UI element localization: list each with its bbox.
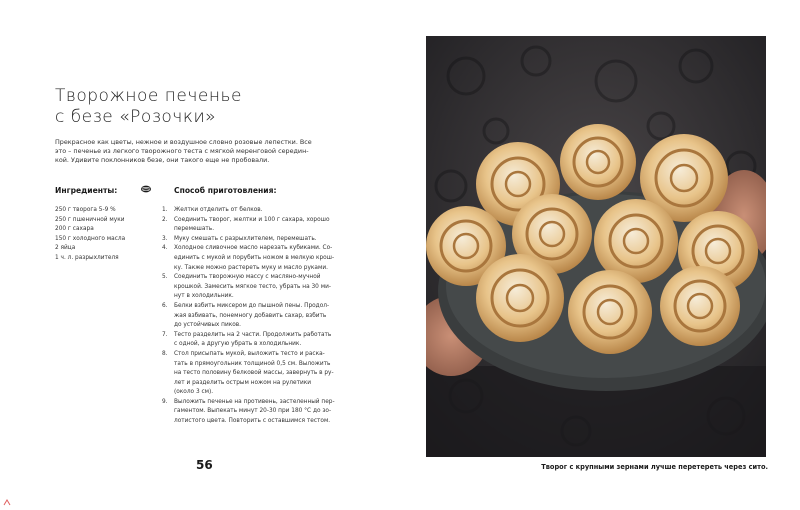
page-number: 56: [196, 458, 213, 472]
step-text: до устойчивых пиков.: [174, 322, 242, 329]
method-step: [162, 235, 362, 245]
step-text: Соединить творожную массу с масляно-мучной: [174, 274, 321, 281]
step-number: 7.: [162, 331, 168, 338]
ingredients-heading: Ингредиенты:: [55, 186, 118, 195]
method-step: [162, 350, 362, 398]
recipe-title: [55, 86, 355, 128]
ingredients-list: [55, 206, 155, 264]
step-text: (около 3 см).: [174, 389, 214, 396]
recipe-photo: [426, 36, 766, 457]
step-text: Холодное сливочное масло нарезать кубиками. Со-: [174, 245, 333, 252]
ingredient-item: 150 г холодного масла: [55, 235, 126, 242]
intro-line: кой. Удивите поклонников безе, они такого еще не пробовали.: [55, 155, 270, 164]
step-text: на тесто половину белковой массы, завернуть в ру-: [174, 370, 334, 377]
step-text: жая взбивать, понемногу добавить сахар, взбить: [174, 312, 327, 319]
method-heading: Способ приготовления:: [174, 186, 277, 195]
method-step: [162, 398, 362, 427]
step-text: с одной, а другую убрать в холодильник.: [174, 341, 302, 348]
method-steps: [162, 206, 362, 427]
recipe-intro: [55, 138, 370, 164]
step-text: гаментом. Выпекать минут 20-30 при 180 °С до зо-: [174, 408, 332, 415]
step-number: 5.: [162, 274, 168, 281]
step-text: Тесто разделить на 2 части. Продолжить работать: [174, 331, 332, 338]
step-number: 8.: [162, 350, 168, 357]
pastry: [568, 270, 652, 354]
method-step: [162, 302, 362, 331]
pastry: [560, 124, 636, 200]
step-text: лет и разделить острым ножом на рулетики: [174, 379, 311, 386]
step-text: Белки взбить миксером до пышной пены. Продол-: [174, 302, 330, 309]
step-text: Стол присыпать мукой, выложить тесто и раска-: [174, 350, 325, 357]
method-step: [162, 244, 362, 273]
step-text: крошкой. Замесить мягкое тесто, убрать на 30 ми-: [174, 283, 331, 290]
step-text: Выложить печенье на противень, застеленный пер-: [174, 398, 335, 405]
method-step: [162, 206, 362, 216]
ingredient-item: 200 г сахара: [55, 226, 94, 233]
photo-illustration: [426, 36, 766, 457]
step-text: тать в прямоугольник толщиной 0,5 см. Выложить: [174, 360, 331, 367]
step-text: перемешать.: [174, 226, 215, 233]
step-number: 1.: [162, 207, 168, 213]
step-number: 6.: [162, 302, 168, 309]
step-number: 3.: [162, 235, 168, 242]
method-step: [162, 273, 362, 302]
method-step: [162, 331, 362, 350]
step-number: 9.: [162, 398, 168, 405]
step-text: Желтки отделить от белков.: [174, 207, 263, 213]
step-text: ку. Также можно растереть муку и масло руками.: [174, 264, 328, 271]
step-text: лотистого цвета. Повторить с оставшимся тестом.: [174, 418, 331, 425]
title-line: с безе «Розочки»: [55, 107, 217, 127]
step-number: 2.: [162, 216, 168, 223]
title-line: Творожное печенье: [55, 86, 242, 106]
ingredient-item: 250 г творога 5-9 %: [55, 207, 116, 213]
step-number: 4.: [162, 245, 168, 252]
ingredient-item: 1 ч. л. разрыхлителя: [55, 254, 119, 261]
step-text: Муку смешать с разрыхлителем, перемешать.: [174, 235, 317, 242]
pastry: [476, 254, 564, 342]
photo-caption: Творог с крупными зернами лучше перетереть через сито.: [541, 463, 768, 471]
ingredient-item: 250 г пшеничной муки: [55, 216, 125, 223]
intro-line: это – печенье из легкого творожного теста с мягкой меренговой середин-: [55, 146, 309, 155]
whisk-icon: [140, 184, 152, 194]
step-text: единить с мукой и порубить ножом в мелкую крош-: [174, 254, 335, 261]
step-text: Соединить творог, желтки и 100 г сахара, хорошо: [174, 216, 330, 223]
ingredient-item: 2 яйца: [55, 245, 76, 252]
intro-line: Прекрасное как цветы, нежное и воздушное словно розовые лепестки. Все: [55, 138, 312, 146]
method-step: [162, 216, 362, 235]
pastry: [660, 266, 740, 346]
corner-mark-icon: [3, 498, 11, 506]
step-text: нут в холодильник.: [174, 293, 234, 300]
